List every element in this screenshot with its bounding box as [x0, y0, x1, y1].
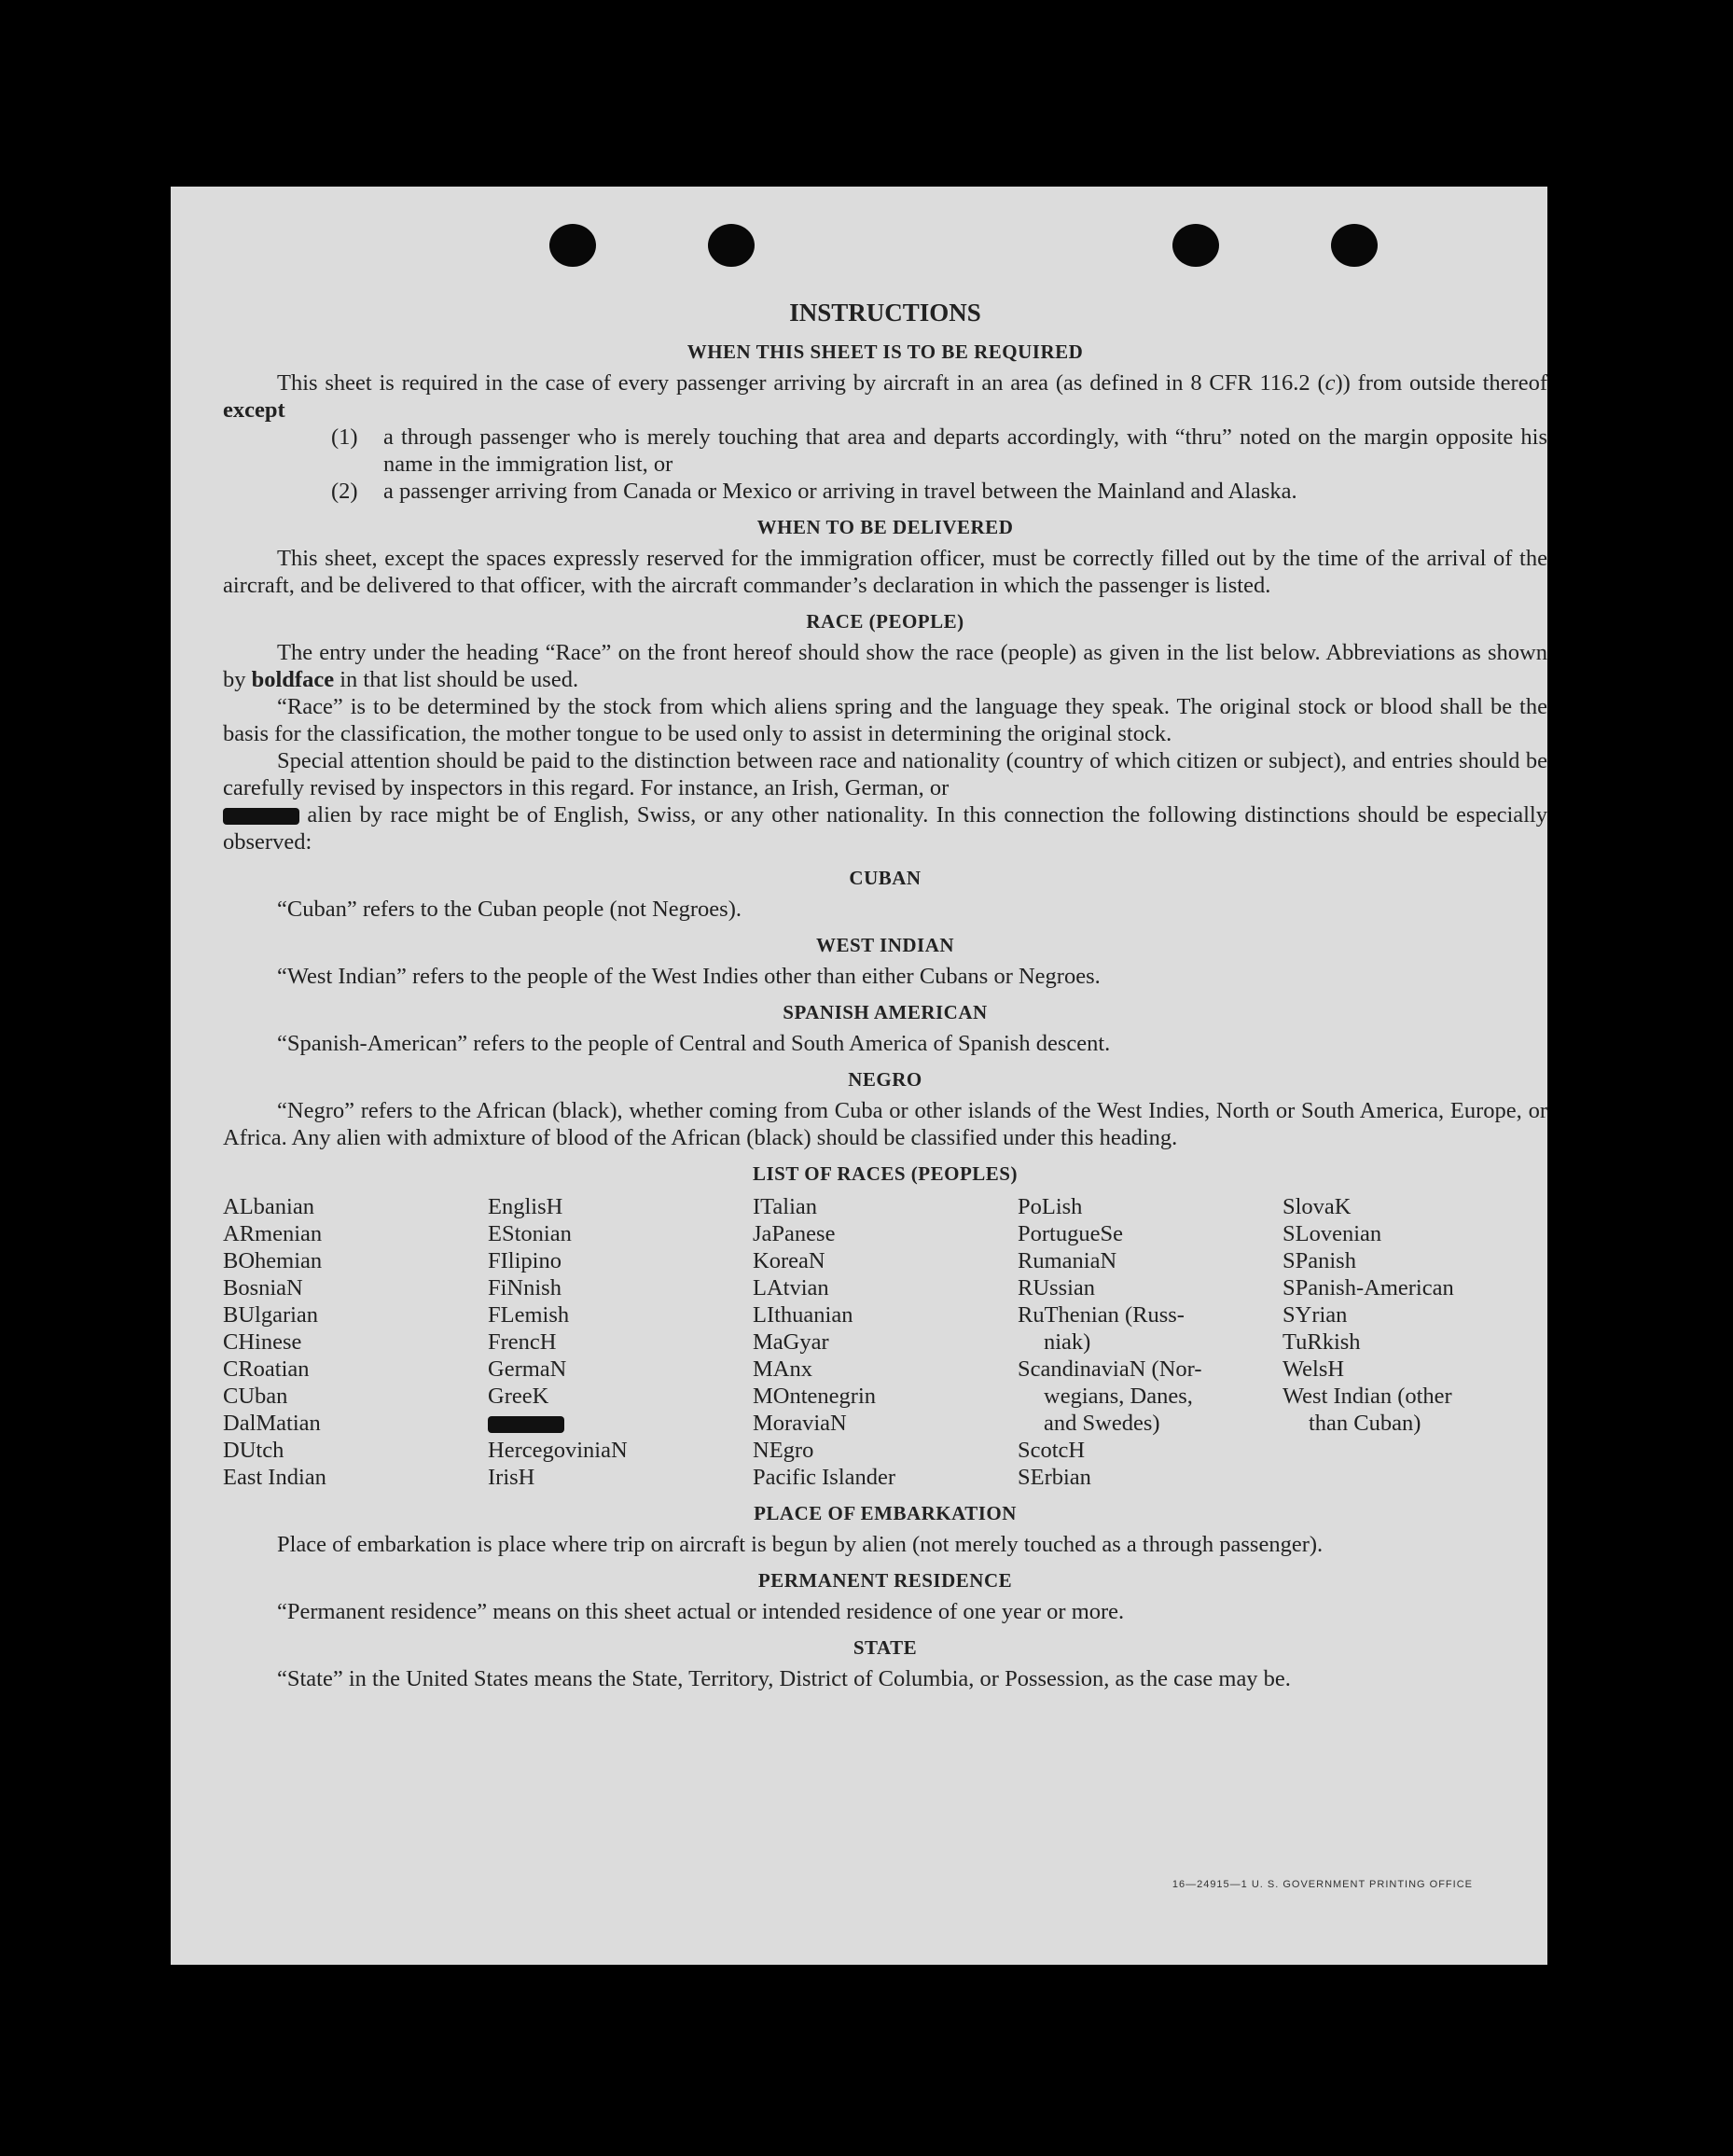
punch-hole: [549, 224, 596, 267]
race-item: FLemish: [488, 1302, 570, 1328]
race-item: CRoatian: [223, 1356, 310, 1382]
race-item-redacted: [488, 1410, 753, 1437]
text: )) from outside thereof: [1335, 370, 1547, 396]
race-item: EnglisH: [488, 1194, 563, 1219]
document-sheet: [171, 187, 1547, 1965]
item-number: (2): [331, 479, 358, 504]
race-item: West Indian (other: [1282, 1384, 1452, 1409]
races-column-2: [488, 1193, 753, 1491]
item-text: a through passenger who is merely touching that area and departs accordingly, with “thru” noted on the margin opposite his name in the immigration list, or: [383, 424, 1547, 477]
paragraph-when-required: [223, 369, 1547, 424]
race-item: East Indian: [223, 1465, 326, 1490]
race-item: PoLish: [1018, 1194, 1083, 1219]
race-item: CUban: [223, 1384, 288, 1409]
race-item: HercegoviniaN: [488, 1438, 628, 1463]
text-bold: boldface: [251, 667, 335, 692]
race-item: FiNnish: [488, 1275, 561, 1301]
heading-permanent-residence: PERMANENT RESIDENCE: [757, 1569, 1013, 1592]
race-item: FIlipino: [488, 1248, 561, 1273]
race-item: GreeK: [488, 1384, 549, 1409]
instructions-content: [223, 299, 1547, 1692]
paragraph-embarkation: Place of embarkation is place where trip on aircraft is begun by alien (not merely touched as a through passenger).: [277, 1532, 1324, 1557]
race-item: Pacific Islander: [753, 1465, 896, 1490]
text-italic: c: [1324, 370, 1336, 396]
paragraph-race-2: “Race” is to be determined by the stock from which aliens spring and the language they speak. The original stock or blood shall be the basis for the classification, the mother tongue to be used only to assist in determining the original stock.: [223, 694, 1547, 746]
race-item: SYrian: [1282, 1302, 1348, 1328]
paragraph-when-delivered: This sheet, except the spaces expressly reserved for the immigration officer, must be correctly filled out by the time of the arrival of the aircraft, and be delivered to that officer, with the aircraft commander’s declaration in which the passenger is listed.: [223, 546, 1547, 598]
heading-west-indian: WEST INDIAN: [815, 934, 955, 956]
heading-spanish-american: SPANISH AMERICAN: [783, 1001, 988, 1023]
race-item: MoraviaN: [753, 1411, 847, 1436]
race-item-continued: and Swedes): [1044, 1411, 1160, 1436]
race-item: ScotcH: [1018, 1438, 1086, 1463]
race-item: ITalian: [753, 1194, 818, 1219]
race-item: LIthuanian: [753, 1302, 853, 1328]
paragraph-race-3: [223, 747, 1547, 855]
race-item: ARmenian: [223, 1221, 323, 1246]
race-item: PortugueSe: [1018, 1221, 1123, 1246]
races-column-4: [1018, 1193, 1282, 1491]
item-number: (1): [331, 424, 358, 450]
race-item: JaPanese: [753, 1221, 836, 1246]
races-list: [223, 1193, 1547, 1491]
text: in that list should be used.: [334, 667, 579, 692]
race-item: BOhemian: [223, 1248, 323, 1273]
race-item: NEgro: [753, 1438, 814, 1463]
race-item: DalMatian: [223, 1411, 321, 1436]
paragraph-spanish-american: “Spanish-American” refers to the people of Central and South America of Spanish descent.: [277, 1031, 1111, 1056]
text: The entry under the heading “Race” on the front hereof should show the race (people) as given in the list below. Abbreviations as shown by: [223, 640, 1547, 692]
exception-item-1: [331, 424, 1547, 478]
race-item: MaGyar: [753, 1329, 829, 1355]
paragraph-race-1: [223, 639, 1547, 693]
text: This sheet is required in the case of every passenger arriving by aircraft in an area (as defined in 8 CFR 116.2 (: [277, 370, 1325, 396]
race-item: EStonian: [488, 1221, 572, 1246]
race-item: TuRkish: [1282, 1329, 1361, 1355]
race-item: ALbanian: [223, 1194, 314, 1219]
race-item: SErbian: [1018, 1465, 1091, 1490]
race-item: BosniaN: [223, 1275, 303, 1301]
race-item: ScandinaviaN (Nor-: [1018, 1356, 1202, 1382]
exception-item-2: [331, 478, 1547, 505]
races-column-1: [223, 1193, 488, 1491]
race-item: DUtch: [223, 1438, 284, 1463]
page-title: INSTRUCTIONS: [789, 299, 981, 327]
race-item: CHinese: [223, 1329, 302, 1355]
punch-hole: [1172, 224, 1219, 267]
race-item: FrencH: [488, 1329, 557, 1355]
race-item: MAnx: [753, 1356, 812, 1382]
race-item: GermaN: [488, 1356, 567, 1382]
paragraph-permanent-residence: “Permanent residence” means on this sheet actual or intended residence of one year or more.: [277, 1599, 1125, 1624]
printer-imprint: 16—24915—1 U. S. GOVERNMENT PRINTING OFFICE: [1172, 1879, 1473, 1890]
text: Special attention should be paid to the distinction between race and nationality (country of which citizen or subject), and entries should be carefully revised by inspectors in this regard. For instance, an Irish, German, or: [223, 748, 1547, 800]
race-item: IrisH: [488, 1465, 535, 1490]
race-item: BUlgarian: [223, 1302, 319, 1328]
races-column-5: [1282, 1193, 1547, 1491]
heading-race: RACE (PEOPLE): [806, 610, 964, 633]
race-item: SLovenian: [1282, 1221, 1382, 1246]
race-item-continued: than Cuban): [1309, 1411, 1421, 1436]
text: alien by race might be of English, Swiss, or any other nationality. In this connection the following distinctions should be especially observed:: [223, 802, 1547, 855]
race-item: KoreaN: [753, 1248, 825, 1273]
paragraph-state: “State” in the United States means the State, Territory, District of Columbia, or Possession, as the case may be.: [277, 1666, 1291, 1691]
heading-state: STATE: [853, 1636, 918, 1659]
race-item: SPanish-American: [1282, 1275, 1454, 1301]
races-column-3: [753, 1193, 1018, 1491]
heading-cuban: CUBAN: [849, 867, 922, 889]
race-item: RumaniaN: [1018, 1248, 1117, 1273]
race-item-continued: niak): [1044, 1329, 1091, 1355]
text-bold: except: [223, 397, 285, 423]
paragraph-negro: “Negro” refers to the African (black), whether coming from Cuba or other islands of the West Indies, North or South America, Europe, or Africa. Any alien with admixture of blood of the African (black) should be classified under this heading.: [223, 1098, 1547, 1150]
paragraph-west-indian: “West Indian” refers to the people of the West Indies other than either Cubans or Negroes.: [277, 964, 1101, 989]
heading-when-delivered: WHEN TO BE DELIVERED: [756, 516, 1014, 538]
redaction-mark: [223, 808, 299, 825]
heading-embarkation: PLACE OF EMBARKATION: [754, 1502, 1017, 1524]
heading-when-required: WHEN THIS SHEET IS TO BE REQUIRED: [686, 341, 1084, 363]
race-item: LAtvian: [753, 1275, 829, 1301]
heading-negro: NEGRO: [848, 1068, 922, 1091]
punch-hole: [1331, 224, 1378, 267]
paragraph-cuban: “Cuban” refers to the Cuban people (not Negroes).: [277, 897, 742, 922]
heading-list-of-races: LIST OF RACES (PEOPLES): [753, 1162, 1018, 1185]
race-item: RUssian: [1018, 1275, 1096, 1301]
race-item-continued: wegians, Danes,: [1044, 1384, 1193, 1409]
redaction-mark: [488, 1416, 564, 1433]
race-item: RuThenian (Russ-: [1018, 1302, 1185, 1328]
race-item: MOntenegrin: [753, 1384, 876, 1409]
punch-hole: [708, 224, 755, 267]
item-text: a passenger arriving from Canada or Mexico or arriving in travel between the Mainland and Alaska.: [383, 479, 1297, 504]
race-item: WelsH: [1282, 1356, 1345, 1382]
race-item: SPanish: [1282, 1248, 1356, 1273]
race-item: SlovaK: [1282, 1194, 1352, 1219]
